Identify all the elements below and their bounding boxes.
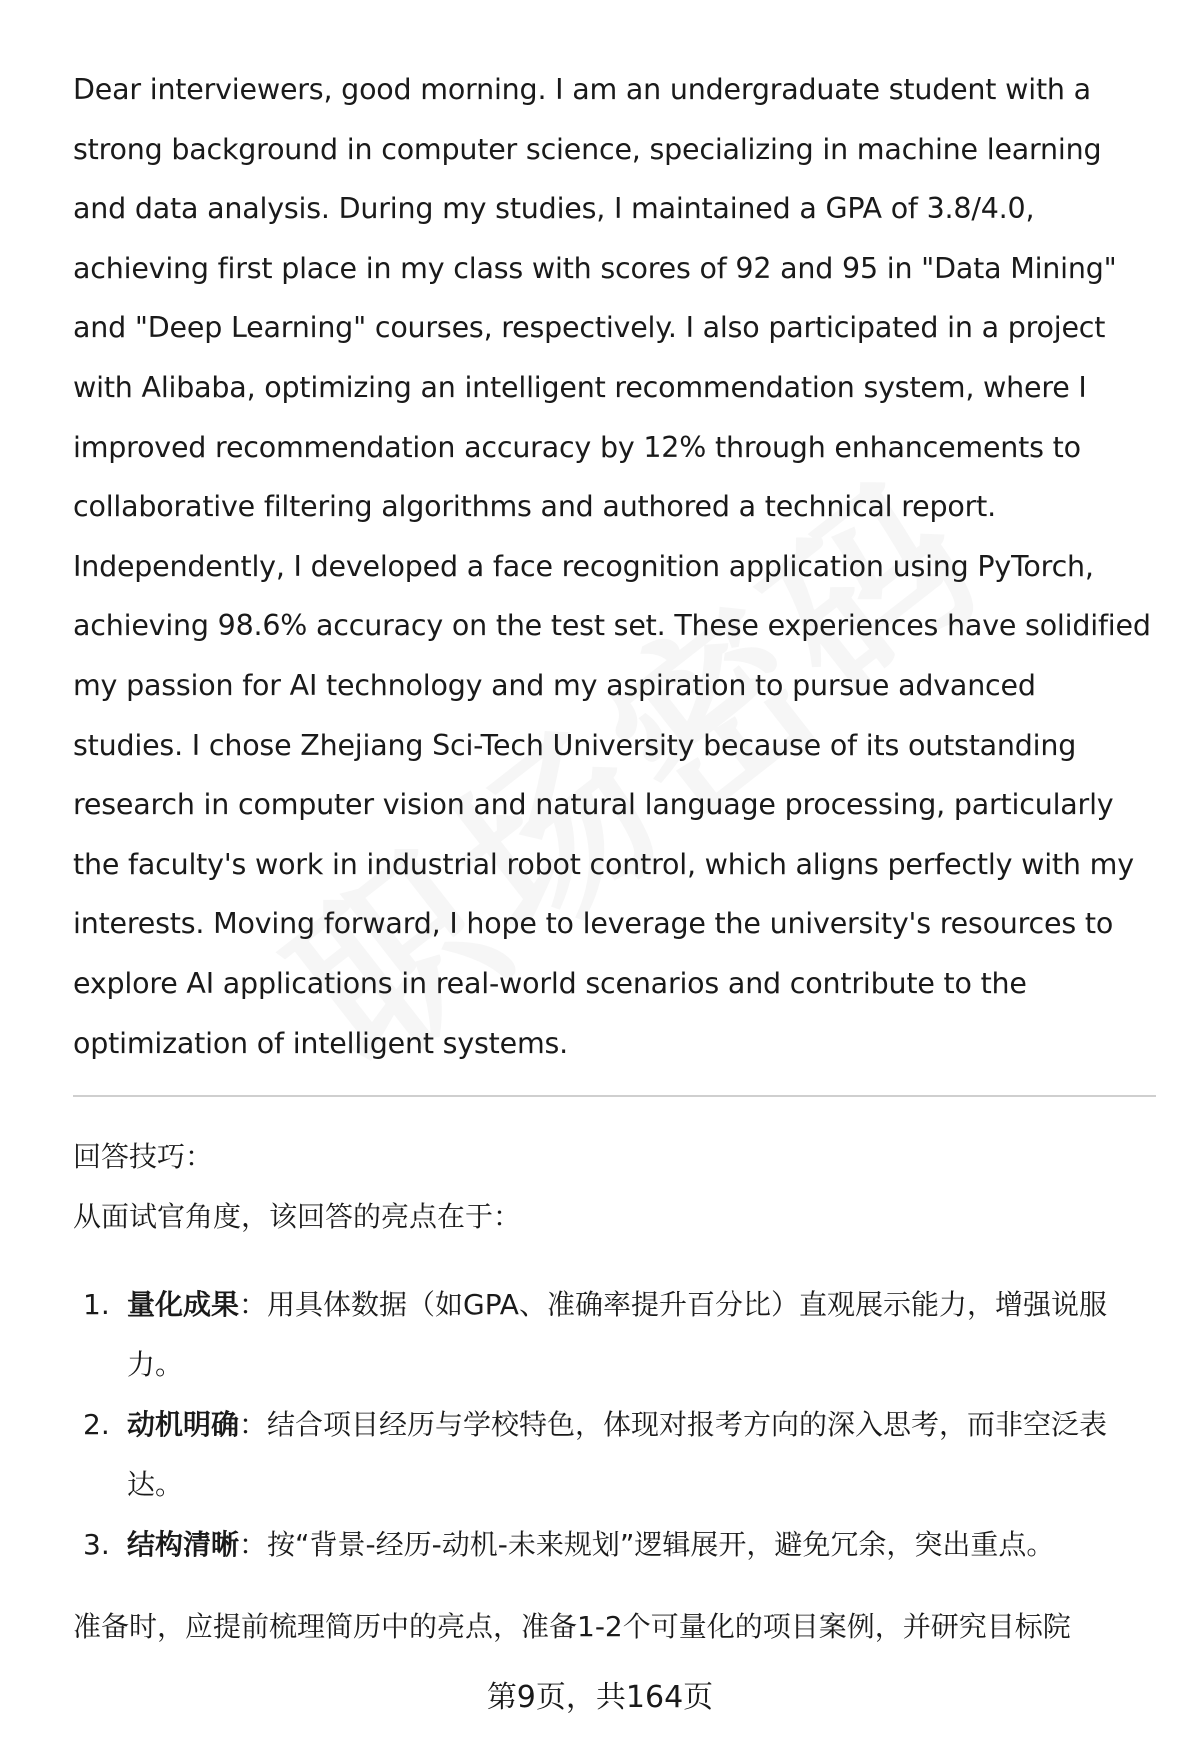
list-item-keyword: 量化成果 xyxy=(127,1288,240,1322)
list-item-keyword: 动机明确 xyxy=(127,1408,240,1442)
document-page xyxy=(73,60,1153,1657)
list-item xyxy=(73,1395,1153,1515)
list-item xyxy=(73,1275,1153,1395)
list-number: 1. xyxy=(83,1288,110,1322)
list-item-text: ：按“背景-经历-动机-未来规划”逻辑展开，避免冗余，突出重点。 xyxy=(239,1528,1055,1562)
tips-lead: 从面试官角度，该回答的亮点在于： xyxy=(73,1200,522,1234)
intro-paragraph: Dear interviewers, good morning. I am an undergraduate student with a strong background in computer science, specializing in machine learning and data analysis. During my studies, I maintained a GPA of 3.8/4.0, achieving first place in my class with scores of 92 and 95 in "Data Mining" and "Deep Learning" courses, respectively. I also participated in a project with Alibaba, optimizing an intelligent recommendation system, where I improved recommendation accuracy by 12% through enhancements to collaborative filtering algorithms and authored a technical report. Independently, I developed a face recognition application using PyTorch, achieving 98.6% accuracy on the test set. These experiences have solidified my passion for AI technology and my aspiration to pursue advanced studies. I chose Zhejiang Sci-Tech University because of its outstanding research in computer vision and natural language processing, particularly the faculty's work in industrial robot control, which aligns perfectly with my interests. Moving forward, I hope to leverage the university's resources to explore AI applications in real-world scenarios and contribute to the optimization of intelligent systems. xyxy=(73,73,1151,1060)
list-item-keyword: 结构清晰 xyxy=(127,1528,240,1562)
list-item-text: ：用具体数据（如GPA、准确率提升百分比）直观展示能力，增强说服力。 xyxy=(127,1288,1107,1382)
preparation-text: 准备时，应提前梳理简历中的亮点，准备1-2个可量化的项目案例，并研究目标院 xyxy=(73,1610,1071,1644)
list-number: 3. xyxy=(83,1528,110,1562)
page-number-footer: 第9页，共164页 xyxy=(486,1680,714,1715)
list-item-text: ：结合项目经历与学校特色，体现对报考方向的深入思考，而非空泛表达。 xyxy=(127,1408,1108,1502)
list-item xyxy=(73,1515,1153,1575)
highlight-list xyxy=(73,1275,1153,1575)
list-number: 2. xyxy=(83,1408,110,1442)
tips-title: 回答技巧： xyxy=(73,1140,214,1174)
section-divider xyxy=(73,1095,1156,1097)
